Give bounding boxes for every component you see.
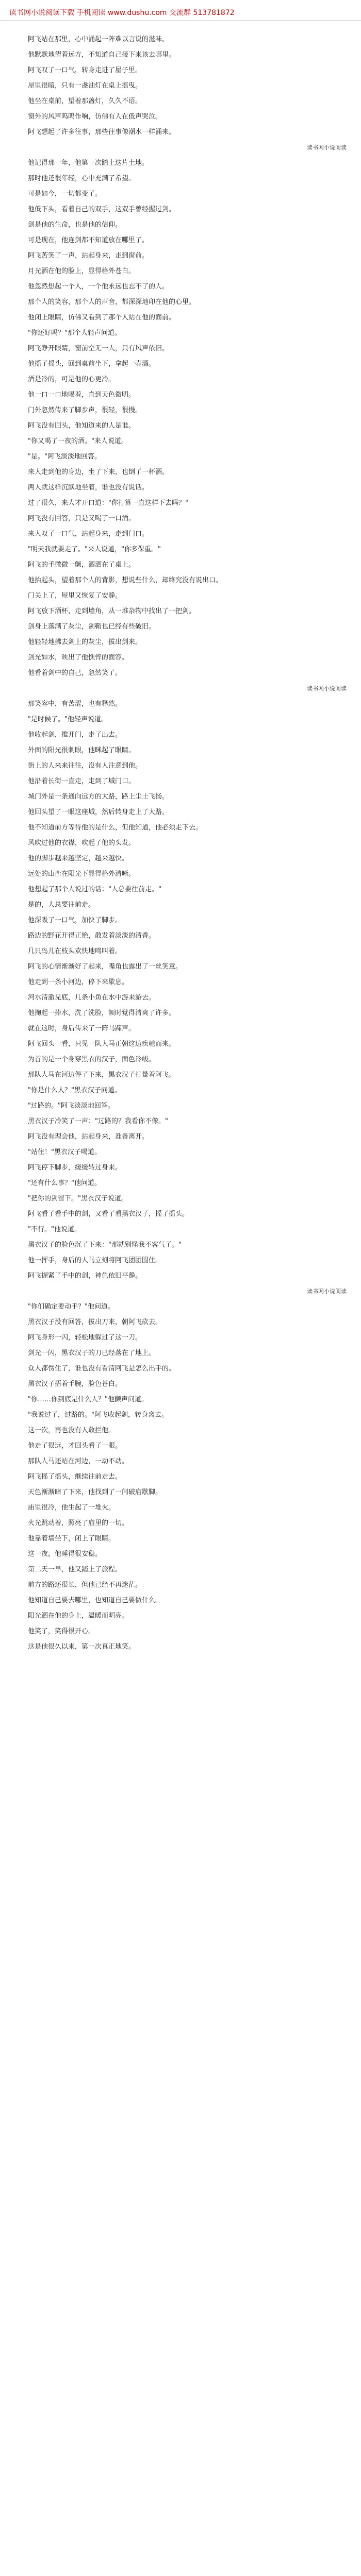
paragraph: 他深吸了一口气，加快了脚步。 [28,917,122,924]
paragraph: 月光洒在他的脸上，显得格外苍白。 [28,267,136,275]
paragraph: 黑衣汉子的脸色沉了下来："那就别怪我不客气了。" [28,1241,182,1249]
paragraph: "还有什么事？"他问道。 [28,1179,101,1187]
paragraph: 远处的山峦在阳光下显得格外清晰。 [28,870,136,878]
paragraph: 他收起剑，推开门，走了出去。 [28,731,122,739]
paragraph: 黑衣汉子没有回答，拔出刀来，朝阿飞砍去。 [28,1318,162,1326]
paragraph: 街上的人来来往往，没有人注意到他。 [28,762,142,770]
paragraph: 那个人的笑容，那个人的声音，都深深地印在他的心里。 [28,298,196,306]
paragraph: 这一次，再也没有人敢拦他。 [28,1427,116,1434]
paragraph: 剑是他的生命，也是他的信仰。 [28,221,122,229]
paragraph: 黑衣汉子冷笑了一声："过路的？我看你不像。" [28,1117,168,1125]
paragraph: 阿飞叹了一口气，转身走进了屋子里。 [28,66,142,74]
paragraph: 门关上了，屋里又恢复了安静。 [28,592,122,600]
paragraph: 阿飞没有回头，他知道来的人是谁。 [28,422,136,430]
paragraph: 窗外的风声呜呜作响，仿佛有人在低声哭泣。 [28,113,162,121]
paragraph: "明天我就要走了。"来人说道，"你多保重。" [28,546,161,553]
paragraph: 几只鸟儿在枝头欢快地鸣叫着。 [28,947,122,955]
paragraph: 他知道自己要去哪里，也知道自己要做什么。 [28,1597,162,1604]
paragraph: "你还好吗？"那个人轻声问道。 [28,329,121,337]
paragraph: 阿飞停下脚步，缓缓转过身来。 [28,1164,122,1172]
paragraph: "你是什么人？"黑衣汉子问道。 [28,1087,121,1094]
paragraph: 阿飞摇了摇头，继续往前走去。 [28,1473,122,1481]
paragraph: 过了很久，来人才开口道："你打算一直这样下去吗？" [28,499,188,507]
paragraph: 阿飞苦笑了一声，站起身来，走到窗前。 [28,252,149,260]
paragraph: 他低下头，看着自己的双手，这双手曾经握过剑。 [28,206,176,213]
paragraph: 来人叹了一口气，站起身来，走到门口。 [28,530,149,538]
paragraph: 阿飞没有回答，只是又喝了一口酒。 [28,515,136,522]
paragraph: 那笑容中，有苦涩，也有释然。 [28,700,122,708]
signature: 读书网小说阅读 [307,1288,347,1295]
paragraph: 他靠着墙坐下，闭上了眼睛。 [28,1535,116,1543]
paragraph: 阿飞放下酒杯，走到墙角，从一堆杂物中找出了一把剑。 [28,607,196,615]
paragraph: 阿飞握紧了手中的剑，神色依旧平静。 [28,1272,142,1280]
paragraph: 第二天一早，他又踏上了旅程。 [28,1566,122,1573]
paragraph: 城门外是一条通向远方的大路，路上尘土飞扬。 [28,793,169,801]
paragraph: "是时候了。"他轻声说道。 [28,716,108,723]
paragraph: "你……你到底是什么人？"他颤声问道。 [28,1396,148,1403]
paragraph: 阳光洒在他的身上，温暖而明亮。 [28,1612,129,1620]
paragraph: 那队人马还站在河边，一动不动。 [28,1458,129,1465]
paragraph: 他摇了摇头，回到桌前坐下，拿起一壶酒。 [28,360,156,368]
paragraph: 两人就这样沉默地坐着，谁也没有说话。 [28,484,149,492]
paragraph: 阿飞睁开眼睛，窗前空无一人，只有风声依旧。 [28,345,169,352]
paragraph: 他沿着长街一直走，走到了城门口。 [28,777,136,785]
paragraph: 就在这时，身后传来了一阵马蹄声。 [28,1025,136,1032]
paragraph: "不行。"他说道。 [28,1226,81,1233]
paragraph: "我说过了，过路的。"阿飞收起剑，转身离去。 [28,1411,168,1419]
page-header [0,0,361,30]
paragraph: 他笑了，笑得很开心。 [28,1628,95,1635]
paragraph: 黑衣汉子捂着手腕，脸色苍白。 [28,1380,122,1388]
paragraph: 那时他还很年轻，心中充满了希望。 [28,175,136,182]
paragraph: 他默默地望着远方，不知道自己接下来该去哪里。 [28,51,176,59]
paragraph: 河水清澈见底，几条小鱼在水中游来游去。 [28,994,156,1002]
paragraph: 他回头望了一眼这座城，然后转身走上了大路。 [28,808,169,816]
paragraph: 阿飞没有理会他，站起身来，准备离开。 [28,1133,149,1141]
paragraph: "是。"阿飞淡淡地回答。 [28,453,101,461]
paragraph: "把你的剑留下。"黑衣汉子说道。 [28,1195,128,1202]
signature: 读书网小说阅读 [307,685,347,692]
paragraph: "过路的。"阿飞淡淡地回答。 [28,1102,114,1110]
paragraph: 他轻轻地拂去剑上的灰尘，拔出剑来。 [28,638,142,646]
paragraph: 庙里很冷，他生起了一堆火。 [28,1504,116,1512]
paragraph: 阿飞回头一看，只见一队人马正朝这边疾驰而来。 [28,1040,176,1048]
paragraph: 阿飞身形一闪，轻松地躲过了这一刀。 [28,1334,142,1342]
paragraph: 他的脚步越来越坚定，越来越快。 [28,855,129,862]
paragraph: 他记得那一年，他第一次踏上这片土地。 [28,159,149,167]
paragraph: 他一口一口地喝着，直到天色微明。 [28,391,136,399]
paragraph: 阿飞站在那里，心中涌起一阵难以言说的滋味。 [28,36,169,43]
paragraph: 剑光如水，映出了他憔悴的面容。 [28,654,129,662]
paragraph: "你又喝了一夜的酒。"来人说道。 [28,437,128,445]
paragraph: 外面的阳光很刺眼，他眯起了眼睛。 [28,747,136,754]
paragraph: 他坐在桌前，望着那盏灯，久久不语。 [28,97,142,105]
paragraph: 阿飞想起了许多往事，那些往事像潮水一样涌来。 [28,128,176,136]
paragraph: 他闭上眼睛，仿佛又看到了那个人站在他的面前。 [28,314,176,321]
paragraph: 剑身上落满了灰尘，剑鞘也已经有些破旧。 [28,623,156,631]
paragraph: 这是他很久以来，第一次真正地笑。 [28,1643,136,1651]
paragraph: 众人都愣住了，谁也没有看清阿飞是怎么出手的。 [28,1365,176,1372]
paragraph: 他一挥手，身后的人马立刻将阿飞团团围住。 [28,1257,162,1264]
paragraph: 阿飞的心情渐渐好了起来，嘴角也露出了一丝笑意。 [28,963,183,971]
signature: 读书网小说阅读 [307,144,347,151]
paragraph: 他走了很远，才回头看了一眼。 [28,1442,122,1450]
paragraph: 火光跳动着，照亮了庙里的一切。 [28,1519,129,1527]
paragraph: 门外忽然传来了脚步声，很轻，很慢。 [28,406,142,414]
paragraph: 那队人马在河边停了下来，黑衣汉子打量着阿飞。 [28,1071,176,1079]
paragraph: 他看着剑中的自己，忽然笑了。 [28,669,122,677]
paragraph: 可是现在，他连剑都不知道放在哪里了。 [28,236,149,244]
paragraph: 这一夜，他睡得很安稳。 [28,1550,102,1558]
paragraph: 他忽然想起一个人，一个他永远也忘不了的人。 [28,283,169,291]
paragraph: 酒是冷的，可是他的心更冷。 [28,376,116,383]
paragraph: 屋里很暗，只有一盏油灯在桌上摇曳。 [28,82,142,90]
paragraph: 来人走到他的身边，坐了下来，也倒了一杯酒。 [28,468,169,476]
paragraph: 他抬起头，望着那个人的背影，想说些什么，却终究没有说出口。 [28,577,223,584]
paragraph: 他掬起一捧水，洗了洗脸，顿时觉得清爽了许多。 [28,1009,176,1017]
paragraph: "站住！"黑衣汉子喝道。 [28,1148,101,1156]
paragraph: 他想起了那个人说过的话："人总要往前走。" [28,886,161,893]
paragraph: 是的，人总要往前走。 [28,901,95,909]
paragraph: 为首的是一个身穿黑衣的汉子，面色冷峻。 [28,1056,156,1063]
paragraph: 剑光一闪，黑衣汉子的刀已经落在了地上。 [28,1349,156,1357]
paragraph: 阿飞的手微微一颤，酒洒在了桌上。 [28,561,136,569]
paragraph: 风吹过他的衣襟，吹起了他的头发。 [28,839,136,847]
header-text: 读书网小说阅读下载 手机阅读 www.dushu.com 交流群 513781872 [9,9,235,17]
paragraph: "你们确定要动手？"他问道。 [28,1303,114,1311]
paragraph: 他不知道前方等待他的是什么，但他知道，他必须走下去。 [28,824,203,832]
paragraph: 他走到一条小河边，停下来歇息。 [28,978,129,986]
paragraph: 天色渐渐暗了下来，他找到了一间破庙歇脚。 [28,1488,162,1496]
paragraph: 可是如今，一切都变了。 [28,190,102,198]
paragraph: 路边的野花开得正艳，散发着淡淡的清香。 [28,932,156,940]
article-body [14,36,347,1659]
paragraph: 阿飞看了看手中的剑，又看了看黑衣汉子，摇了摇头。 [28,1210,189,1218]
paragraph: 前方的路还很长，但他已经不再迷茫。 [28,1581,142,1589]
